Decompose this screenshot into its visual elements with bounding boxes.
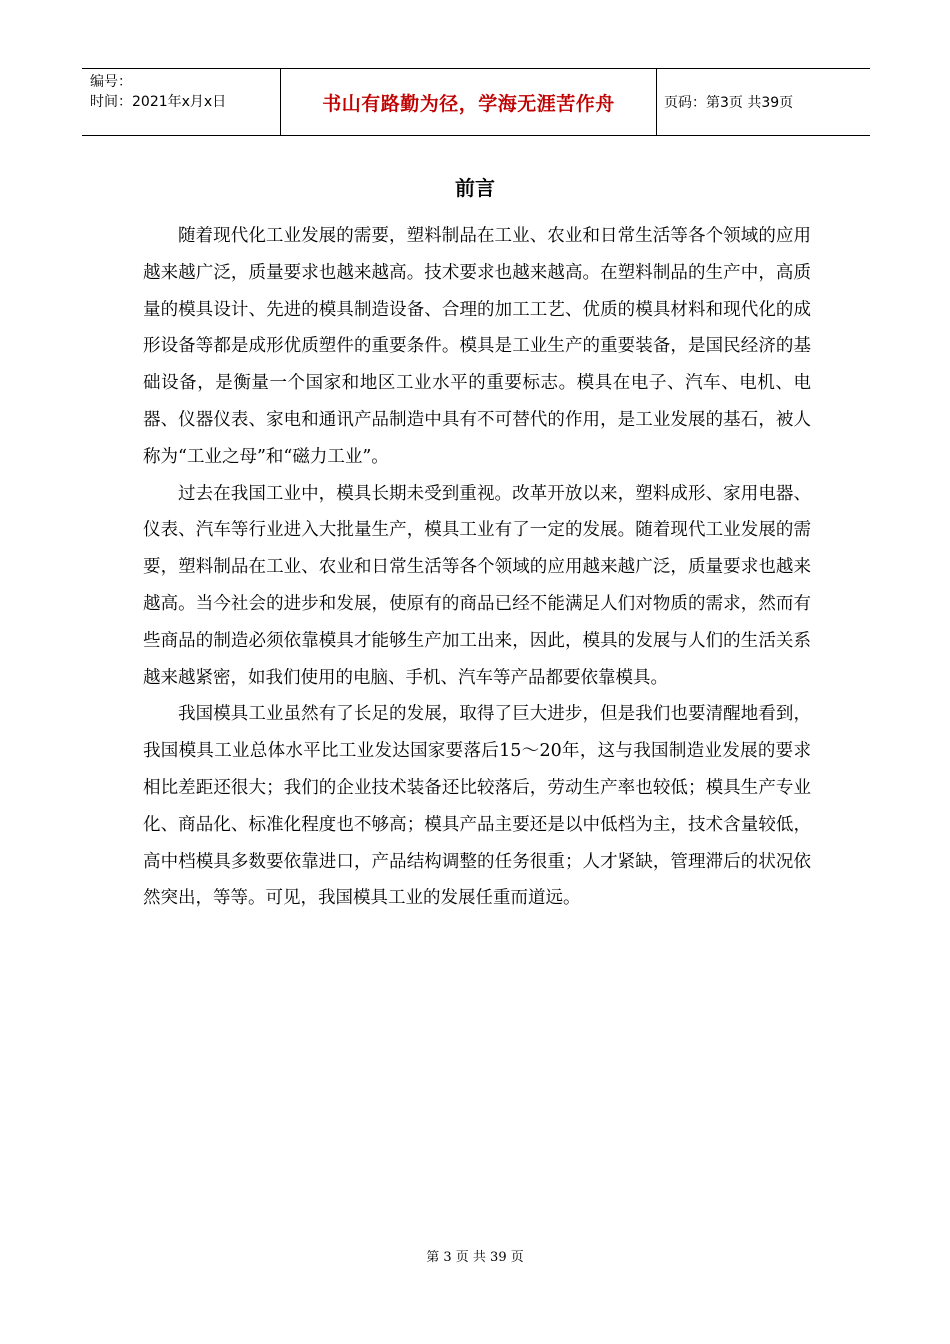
header-page-info: 页码：第3页 共39页 bbox=[664, 95, 794, 111]
page-footer: 第 3 页 共 39 页 bbox=[426, 1250, 524, 1265]
header-motto: 书山有路勤为径，学海无涯苦作舟 bbox=[281, 69, 657, 135]
header-meta-cell bbox=[82, 69, 281, 135]
page-title: 前言 bbox=[455, 176, 495, 200]
document-body bbox=[143, 218, 811, 917]
serial-number-label: 编号： bbox=[90, 74, 132, 90]
document-header bbox=[82, 68, 870, 136]
paragraph: 随着现代化工业发展的需要，塑料制品在工业、农业和日常生活等各个领域的应用越来越广泛，质量要求也越来越高。技术要求也越来越高。在塑料制品的生产中，高质量的模具设计、先进的模具制造设备、合理的加工工艺、优质的模具材料和现代化的成形设备等都是成形优质塑件的重要条件。模具是工业生产的重要装备，是国民经济的基础设备，是衡量一个国家和地区工业水平的重要标志。模具在电子、汽车、电机、电器、仪器仪表、家电和通讯产品制造中具有不可替代的作用，是工业发展的基石，被人称为“工业之母”和“磁力工业”。 bbox=[143, 226, 811, 467]
paragraph: 我国模具工业虽然有了长足的发展，取得了巨大进步，但是我们也要清醒地看到，我国模具工业总体水平比工业发达国家要落后15～20年，这与我国制造业发展的要求相比差距还很大；我们的企业技术装备还比较落后，劳动生产率也较低；模具生产专业化、商品化、标准化程度也不够高；模具产品主要还是以中低档为主，技术含量较低，高中档模具多数要依靠进口，产品结构调整的任务很重；人才紧缺，管理滞后的状况依然突出，等等。可见，我国模具工业的发展任重而道远。 bbox=[143, 704, 811, 909]
date-label: 时间：2021年x月x日 bbox=[90, 94, 227, 110]
paragraph: 过去在我国工业中，模具长期未受到重视。改革开放以来，塑料成形、家用电器、仪表、汽车等行业进入大批量生产，模具工业有了一定的发展。随着现代工业发展的需要，塑料制品在工业、农业和日常生活等各个领域的应用越来越广泛，质量要求也越来越高。当今社会的进步和发展，使原有的商品已经不能满足人们对物质的需求，然而有些商品的制造必须依靠模具才能够生产加工出来，因此，模具的发展与人们的生活关系越来越紧密，如我们使用的电脑、手机、汽车等产品都要依靠模具。 bbox=[143, 483, 811, 688]
